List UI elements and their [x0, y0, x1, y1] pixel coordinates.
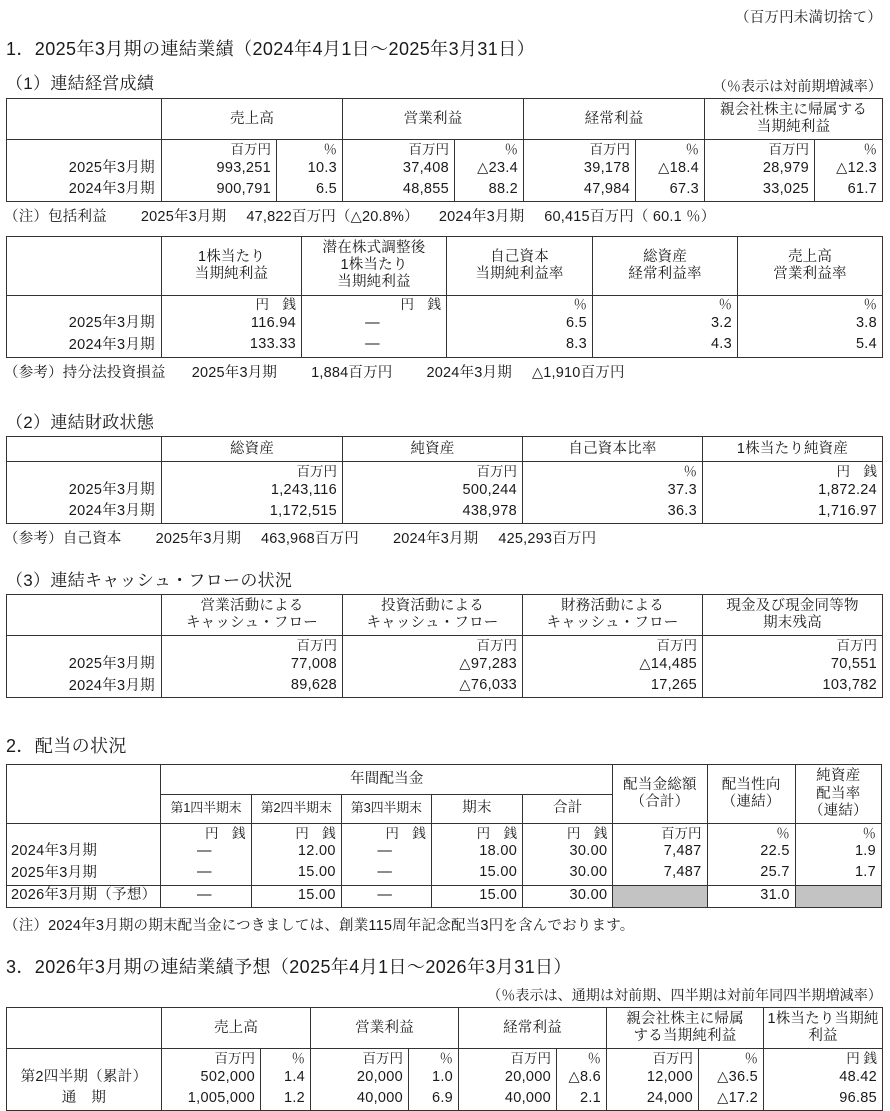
- row-label-fy2024: 2024年3月期: [7, 842, 161, 863]
- cell-payout-fy2024: 22.5: [707, 842, 795, 863]
- note-period-2: 2024年3月期: [438, 209, 525, 226]
- unit-ord-money: 百万円: [524, 140, 636, 159]
- unit-ratio-pct: ％: [523, 462, 703, 481]
- cell-net-fy2024: 33,025: [705, 179, 815, 202]
- cell-icf-fy2025: △97,283: [343, 654, 523, 675]
- corner-cell: [7, 1007, 162, 1048]
- table-row: [7, 314, 883, 335]
- col-header-investing-cf: 投資活動による キャッシュ・フロー: [343, 595, 523, 636]
- unit-icf-money: 百万円: [343, 636, 523, 655]
- unit-eps-yen: 円 銭: [764, 1048, 883, 1067]
- row-label-fy2024: 2024年3月期: [7, 179, 162, 202]
- cell-assets-fy2024: 1,172,515: [162, 501, 343, 524]
- table-row: [7, 1067, 883, 1088]
- row-label-full-year: 通 期: [7, 1088, 162, 1111]
- unit-sales-pct: ％: [261, 1048, 311, 1067]
- cell-ord-pct-h1: △8.6: [557, 1067, 607, 1088]
- col-header-annual-dividends: 年間配当金: [161, 765, 613, 794]
- table-header-row: [7, 1007, 883, 1048]
- cell-op-pct-h1: 1.0: [409, 1067, 459, 1088]
- unit-row: [7, 636, 883, 655]
- section1-sub2-heading: （2）連結財政状態: [6, 412, 155, 432]
- table-header-row: [7, 99, 883, 140]
- col-header-q1-end: 第1四半期末: [161, 794, 251, 823]
- dividend-footnote: （注）2024年3月期の期末配当金につきましては、創業115周年記念配当3円を含んでおります。: [4, 917, 635, 934]
- unit-ord-pct: ％: [557, 1048, 607, 1067]
- cell-net-pct-fy: △17.2: [699, 1088, 764, 1111]
- corner-cell: [7, 436, 162, 462]
- row-label-h1-cumulative: 第2四半期（累計）: [7, 1067, 162, 1088]
- table-row: [7, 335, 883, 358]
- cell-diluted-eps-fy2024: —: [302, 335, 447, 358]
- unit-q2-yen: 円 銭: [251, 823, 341, 842]
- cell-ocf-fy2024: 89,628: [162, 675, 343, 698]
- cell-op-fy2025: 37,408: [343, 158, 455, 179]
- cell-opm-fy2024: 5.4: [738, 335, 883, 358]
- cell-sales-pct-fy2024: 6.5: [277, 179, 343, 202]
- note-value-2: △1,910百万円: [531, 364, 625, 381]
- cell-payout-fy2025: 25.7: [707, 863, 795, 886]
- cell-total-fy2024: 30.00: [523, 842, 613, 863]
- unit-sales-pct: ％: [277, 140, 343, 159]
- note-value-1: 1,884百万円: [311, 364, 393, 381]
- cell-equity-fy2025: 500,244: [343, 480, 523, 501]
- unit-ord-money: 百万円: [459, 1048, 557, 1067]
- section3-heading: 3．2026年3月期の連結業績予想（2025年4月1日～2026年3月31日）: [6, 956, 572, 977]
- cell-icf-fy2024: △76,033: [343, 675, 523, 698]
- note-value-1: 47,822百万円（△20.8%）: [246, 209, 419, 226]
- unit-cash-money: 百万円: [703, 636, 883, 655]
- unit-row-blank: [7, 140, 162, 159]
- unit-roe-pct: ％: [447, 295, 593, 314]
- cell-amount-fy2025: 7,487: [613, 863, 707, 886]
- row-label-fy2025: 2025年3月期: [7, 480, 162, 501]
- note-prefix: （注）包括利益: [4, 209, 107, 226]
- cell-ord-pct-fy: 2.1: [557, 1088, 607, 1111]
- row-label-fy2025: 2025年3月期: [7, 314, 162, 335]
- cell-ye-fy2024: 18.00: [431, 842, 522, 863]
- col-header-q3-end: 第3四半期末: [341, 794, 431, 823]
- unit-sales-money: 百万円: [162, 1048, 261, 1067]
- cell-amount-fy2026: [613, 885, 707, 907]
- cell-q3-fy2024: —: [341, 842, 431, 863]
- note-value-2: 425,293百万円: [498, 531, 597, 548]
- row-label-fy2025: 2025年3月期: [7, 158, 162, 179]
- col-header-net-income: 親会社株主に帰属する 当期純利益: [705, 99, 883, 140]
- col-header-payout-ratio: 配当性向 （連結）: [707, 765, 795, 823]
- table-row: [7, 480, 883, 501]
- unit-ord-pct: ％: [636, 140, 705, 159]
- unit-eps-yen: 円 銭: [162, 295, 302, 314]
- table-row: [7, 863, 882, 886]
- table-row: [7, 501, 883, 524]
- col-header-sales: 売上高: [162, 1007, 311, 1048]
- unit-net-pct: ％: [699, 1048, 764, 1067]
- cell-bps-fy2025: 1,872.24: [703, 480, 883, 501]
- unit-net-pct: ％: [815, 140, 883, 159]
- cell-ye-fy2026: 15.00: [431, 885, 522, 907]
- col-header-ordinary-income: 経常利益: [524, 99, 705, 140]
- unit-row-blank: [7, 462, 162, 481]
- col-header-year-end: 期末: [431, 794, 522, 823]
- cell-ratio-fy2024: 36.3: [523, 501, 703, 524]
- note-period-1: 2025年3月期: [140, 209, 227, 226]
- unit-amount-money: 百万円: [613, 823, 707, 842]
- cell-net-pct-fy2024: 61.7: [815, 179, 883, 202]
- row-label-fy2024: 2024年3月期: [7, 501, 162, 524]
- cell-roa-fy2024: 4.3: [593, 335, 738, 358]
- cell-q2-fy2025: 15.00: [251, 863, 341, 886]
- cell-doe-fy2025: 1.7: [795, 863, 881, 886]
- note-prefix: （参考）持分法投資損益: [4, 364, 166, 381]
- col-header-total-dividend-amount: 配当金総額 （合計）: [613, 765, 707, 823]
- col-header-financing-cf: 財務活動による キャッシュ・フロー: [523, 595, 703, 636]
- unit-row: [7, 1048, 883, 1067]
- table-header-row-1: [7, 765, 882, 794]
- section3-note: （％表示は、通期は対前期、四半期は対前年同四半期増減率）: [487, 986, 882, 1003]
- cell-op-pct-fy2024: 88.2: [455, 179, 524, 202]
- earnings-forecast-table: [6, 1007, 883, 1111]
- unit-sales-money: 百万円: [162, 140, 277, 159]
- col-header-ordinary-income: 経常利益: [459, 1007, 607, 1048]
- cell-ocf-fy2025: 77,008: [162, 654, 343, 675]
- unit-q3-yen: 円 銭: [341, 823, 431, 842]
- col-header-dividend-on-equity: 純資産 配当率 （連結）: [795, 765, 881, 823]
- cell-ye-fy2025: 15.00: [431, 863, 522, 886]
- note-value-1: 463,968百万円: [261, 531, 359, 548]
- cell-total-fy2026: 30.00: [523, 885, 613, 907]
- note-value-2: 60,415百万円（ 60.1 ％）: [544, 209, 716, 226]
- col-header-total: 合計: [523, 794, 613, 823]
- cell-ord-pct-fy2024: 67.3: [636, 179, 705, 202]
- cell-ord-pct-fy2025: △18.4: [636, 158, 705, 179]
- unit-diluted-eps-yen: 円 銭: [302, 295, 447, 314]
- cash-flow-table: [6, 594, 883, 698]
- cell-eps-fy2025: 116.94: [162, 314, 302, 335]
- cell-roe-fy2024: 8.3: [447, 335, 593, 358]
- cell-doe-fy2024: 1.9: [795, 842, 881, 863]
- cell-sales-pct-fy: 1.2: [261, 1088, 311, 1111]
- cell-q2-fy2024: 12.00: [251, 842, 341, 863]
- equity-method-note: [4, 361, 890, 382]
- per-share-metrics-table: [6, 236, 883, 357]
- table-header-row: [7, 595, 883, 636]
- unit-assets-money: 百万円: [162, 462, 343, 481]
- cell-net-h1: 12,000: [607, 1067, 699, 1088]
- unit-row: [7, 295, 883, 314]
- unit-q1-yen: 円 銭: [161, 823, 251, 842]
- cell-sales-fy: 1,005,000: [162, 1088, 261, 1111]
- cell-op-pct-fy: 6.9: [409, 1088, 459, 1111]
- table-row-forecast: [7, 885, 882, 907]
- table-header-row: [7, 237, 883, 295]
- cell-eps-fy2024: 133.33: [162, 335, 302, 358]
- col-header-operating-income: 営業利益: [311, 1007, 459, 1048]
- section2-heading: 2．配当の状況: [6, 736, 127, 757]
- cell-ord-fy2025: 39,178: [524, 158, 636, 179]
- col-header-cash-equivalents: 現金及び現金同等物 期末残高: [703, 595, 883, 636]
- unit-fcf-money: 百万円: [523, 636, 703, 655]
- cell-net-fy2025: 28,979: [705, 158, 815, 179]
- unit-net-money: 百万円: [705, 140, 815, 159]
- comprehensive-income-note: [4, 205, 890, 226]
- cell-sales-h1: 502,000: [162, 1067, 261, 1088]
- cell-payout-fy2026: 31.0: [707, 885, 795, 907]
- table-row: [7, 1088, 883, 1111]
- col-header-diluted-eps: 潜在株式調整後 1株当たり 当期純利益: [302, 237, 447, 295]
- cell-diluted-eps-fy2025: —: [302, 314, 447, 335]
- cell-q1-fy2024: —: [161, 842, 251, 863]
- cell-net-fy: 24,000: [607, 1088, 699, 1111]
- unit-op-pct: ％: [455, 140, 524, 159]
- cell-roa-fy2025: 3.2: [593, 314, 738, 335]
- table-row: [7, 842, 882, 863]
- cell-q1-fy2025: —: [161, 863, 251, 886]
- col-header-roa: 総資産 経常利益率: [593, 237, 738, 295]
- unit-payout-pct: ％: [707, 823, 795, 842]
- cell-amount-fy2024: 7,487: [613, 842, 707, 863]
- cell-q2-fy2026: 15.00: [251, 885, 341, 907]
- col-header-operating-margin: 売上高 営業利益率: [738, 237, 883, 295]
- cell-net-pct-fy2025: △12.3: [815, 158, 883, 179]
- col-header-net-assets: 純資産: [343, 436, 523, 462]
- cell-ord-h1: 20,000: [459, 1067, 557, 1088]
- col-header-eps: 1株当たり 当期純利益: [162, 237, 302, 295]
- col-header-equity-ratio: 自己資本比率: [523, 436, 703, 462]
- cell-fcf-fy2025: △14,485: [523, 654, 703, 675]
- consolidated-results-table: [6, 98, 883, 202]
- corner-cell: [7, 595, 162, 636]
- cell-total-fy2025: 30.00: [523, 863, 613, 886]
- dividends-table: [6, 764, 882, 907]
- table-row: [7, 158, 883, 179]
- unit-row-blank: [7, 823, 161, 842]
- section1-sub1-note: （％表示は対前期増減率）: [712, 78, 882, 94]
- cell-assets-fy2025: 1,243,116: [162, 480, 343, 501]
- corner-cell: [7, 237, 162, 295]
- unit-row: [7, 140, 883, 159]
- unit-total-yen: 円 銭: [523, 823, 613, 842]
- unit-row-blank: [7, 295, 162, 314]
- row-label-fy2026-forecast: 2026年3月期（予想）: [7, 885, 161, 907]
- col-header-q2-end: 第2四半期末: [251, 794, 341, 823]
- unit-op-money: 百万円: [343, 140, 455, 159]
- cell-sales-pct-h1: 1.4: [261, 1067, 311, 1088]
- row-label-fy2024: 2024年3月期: [7, 675, 162, 698]
- note-period-1: 2025年3月期: [155, 531, 242, 548]
- cell-op-fy: 40,000: [311, 1088, 409, 1111]
- cell-ord-fy: 40,000: [459, 1088, 557, 1111]
- row-label-fy2024: 2024年3月期: [7, 335, 162, 358]
- col-header-bps: 1株当たり純資産: [703, 436, 883, 462]
- unit-row-blank: [7, 636, 162, 655]
- unit-doe-pct: ％: [795, 823, 881, 842]
- note-period-2: 2024年3月期: [426, 364, 512, 381]
- unit-row: [7, 823, 882, 842]
- col-header-sales: 売上高: [162, 99, 343, 140]
- cell-eps-fy: 96.85: [764, 1088, 883, 1111]
- cell-bps-fy2024: 1,716.97: [703, 501, 883, 524]
- note-period-2: 2024年3月期: [392, 531, 479, 548]
- cell-op-h1: 20,000: [311, 1067, 409, 1088]
- cell-sales-fy2025: 993,251: [162, 158, 277, 179]
- cell-ratio-fy2025: 37.3: [523, 480, 703, 501]
- col-header-net-income: 親会社株主に帰属 する当期純利益: [607, 1007, 764, 1048]
- cell-cash-fy2025: 70,551: [703, 654, 883, 675]
- cell-fcf-fy2024: 17,265: [523, 675, 703, 698]
- col-header-total-assets: 総資産: [162, 436, 343, 462]
- cell-sales-fy2024: 900,791: [162, 179, 277, 202]
- col-header-operating-cf: 営業活動による キャッシュ・フロー: [162, 595, 343, 636]
- cell-q1-fy2026: —: [161, 885, 251, 907]
- shareholders-equity-note: [4, 527, 890, 548]
- unit-op-pct: ％: [409, 1048, 459, 1067]
- unit-row-blank: [7, 1048, 162, 1067]
- cell-cash-fy2024: 103,782: [703, 675, 883, 698]
- unit-bps-yen: 円 銭: [703, 462, 883, 481]
- cell-eps-h1: 48.42: [764, 1067, 883, 1088]
- unit-note-top: （百万円未満切捨て）: [735, 10, 882, 26]
- section1-heading: 1．2025年3月期の連結業績（2024年4月1日～2025年3月31日）: [6, 39, 536, 59]
- unit-op-money: 百万円: [311, 1048, 409, 1067]
- col-header-operating-income: 営業利益: [343, 99, 524, 140]
- cell-q3-fy2025: —: [341, 863, 431, 886]
- cell-q3-fy2026: —: [341, 885, 431, 907]
- table-row: [7, 179, 883, 202]
- unit-ye-yen: 円 銭: [431, 823, 522, 842]
- unit-ocf-money: 百万円: [162, 636, 343, 655]
- note-prefix: （参考）自己資本: [4, 531, 122, 548]
- col-header-roe: 自己資本 当期純利益率: [447, 237, 593, 295]
- financial-position-table: [6, 436, 883, 525]
- cell-op-pct-fy2025: △23.4: [455, 158, 524, 179]
- cell-net-pct-h1: △36.5: [699, 1067, 764, 1088]
- col-header-eps: 1株当たり当期純 利益: [764, 1007, 883, 1048]
- corner-cell: [7, 99, 162, 140]
- cell-equity-fy2024: 438,978: [343, 501, 523, 524]
- cell-ord-fy2024: 47,984: [524, 179, 636, 202]
- unit-opm-pct: ％: [738, 295, 883, 314]
- unit-row: [7, 462, 883, 481]
- cell-op-fy2024: 48,855: [343, 179, 455, 202]
- cell-roe-fy2025: 6.5: [447, 314, 593, 335]
- cell-doe-fy2026: [795, 885, 881, 907]
- corner-cell: [7, 765, 161, 823]
- cell-opm-fy2025: 3.8: [738, 314, 883, 335]
- table-row: [7, 675, 883, 698]
- unit-net-money: 百万円: [607, 1048, 699, 1067]
- row-label-fy2025: 2025年3月期: [7, 654, 162, 675]
- section1-sub1-heading: （1）連結経営成績: [6, 74, 155, 93]
- section1-sub3-heading: （3）連結キャッシュ・フローの状況: [6, 571, 293, 591]
- table-header-row: [7, 436, 883, 462]
- note-period-1: 2025年3月期: [191, 364, 278, 381]
- table-row: [7, 654, 883, 675]
- row-label-fy2025: 2025年3月期: [7, 863, 161, 886]
- unit-roa-pct: ％: [593, 295, 738, 314]
- unit-equity-money: 百万円: [343, 462, 523, 481]
- cell-sales-pct-fy2025: 10.3: [277, 158, 343, 179]
